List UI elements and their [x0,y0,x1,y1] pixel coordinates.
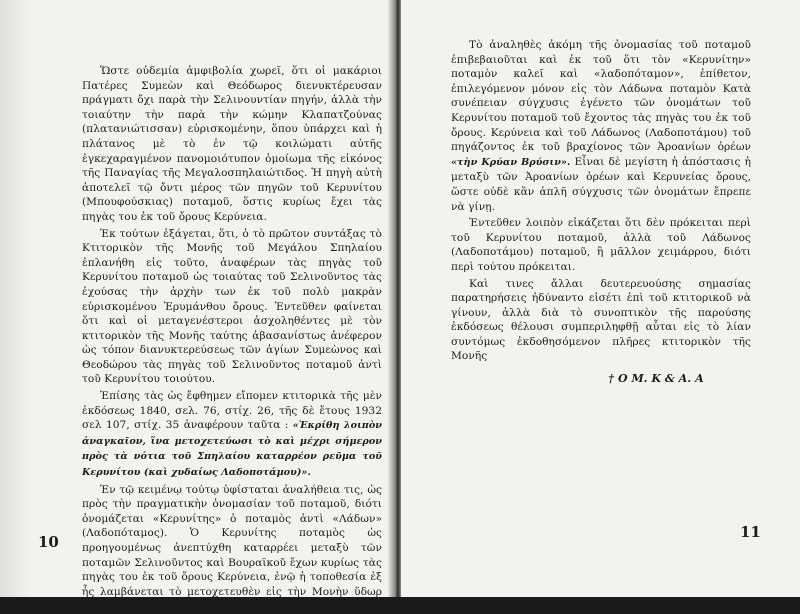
left-paragraph-3 [82,389,382,481]
page-edge-shadow [0,0,30,597]
right-paragraph-1-quote: «τὴν Κρύαν Βρύσιν». [451,156,571,168]
right-page-text [451,38,751,387]
left-paragraph-4: Ἐν τῷ κειμένῳ τούτῳ ὑφίσταται ἀναλήθεια τις, ὡς πρὸς τὴν πραγματικὴν ὀνομασίαν τοῦ ποταμοῦ, διότι ὀνομάζεται «Κερυνίτης» ὁ ποταμὸς ἀντὶ «Λάδων» (Λαδοπόταμος). Ὁ Κερυνίτης ποταμὸς ὡς προηγουμένως ἀνεπτύχθη καταρρέει μεταξὺ τῶν ποταμῶν Σελινοῦντος καὶ Βουραϊκοῦ ἔχων κυρίως τὰς πηγὰς του ἐκ τοῦ ὄρους Κερύνεια, ἐνῷ ἡ τοποθεσία ἐξ ἧς λαμβάνεται τὸ μετοχετευθὲν εἰς τὴν Μονὴν ὕδωρ κεῖται ὑπεράνω καὶ νοτίως ταύτης. [82,483,382,613]
page-number-left: 10 [38,533,59,551]
signature: † Ο Μ. Κ & Α. Α [608,372,704,386]
page-number-right: 11 [740,523,761,541]
left-page-text [82,64,382,614]
left-paragraph-3-quote: «Ἐκρίθη λοιπὸν ἀναγκαῖον, ἵνα μετοχετεύωσι τὸ καὶ μέχρι σήμερον πρὸς τὰ νότια τοῦ Σπηλαίου καταρρέον ρεῦμα τοῦ Κερυνίτου (καὶ χυδαίως Λαδοποτάμου)». [82,420,382,479]
left-page [0,0,396,613]
left-paragraph-3-text: Ἐπίσης τὰς ὡς ἔφθημεν εἴπομεν κτιτορικὰ τῆς μὲν ἐκδόσεως 1840, σελ. 76, στίχ. 26, τῆς δὲ ἔτους 1932 σελ 107, στίχ. 35 ἀναφέρουν ταῦτα : [82,390,382,432]
left-paragraph-1: Ὥστε οὐδεμία ἀμφιβολία χωρεῖ, ὅτι οἱ μακάριοι Πατέρες Συμεὼν καὶ Θεόδωρος διενυκτέρευσαν πράγματι ὄχι παρὰ τὴν Σελινουντίαν πηγήν, ἀλλὰ τὴν τοιαύτην τὴν παρὰ τὴν κώμην Κλαπατζούνας (πλατανιώτισσαν) εὑρισκομένην, ὅπου ὑπάρχει καὶ ἡ πλάτανος μὲ τὸ ἐν τῷ κοιλώματι αὐτῆς ἐγκεχαραγμένον πανομοιότυπον ὁμοίωμα τῆς εἰκόνος τῆς Παναγίας τῆς Μεγαλοσπηλαιώτιδος. Ἡ πηγὴ αὐτὴ ἀποτελεῖ τῷ ὄντι μέρος τῶν πηγῶν τοῦ Κερυνίτου (Μπουφούσκιας) ποταμοῦ, ὅστις κυρίως ἔχει τὰς πηγὰς του ἐκ τοῦ ὄρους Κερύνεια. [82,65,382,223]
left-paragraph-2: Ἐκ τούτων ἐξάγεται, ὅτι, ὁ τὸ πρῶτον συντάξας τὸ Κτιτορικὸν τῆς Μονῆς τοῦ Μεγάλου Σπηλαίου ἐπλανήθη εἰς τοῦτο, ἀναφέρων τὰς πηγὰς τοῦ Κερυνίτου ποταμοῦ ὡς τοιαύτας τοῦ Σελινοῦντος τὰς ἐχούσας τὴν ἀρχὴν των ἐκ τοῦ πολὺ μακρὰν εὑρισκομένου Ἐρυμάνθου ὄρους. Ἐντεῦθεν φαίνεται ὅτι καὶ οἱ μεταγενέστεροι ἀσχοληθέντες μὲ τὸν κτιτορικὸν τῆς Μονῆς ταύτης ἀβασανίστως ἀνέφερον ὡς τόπον διανυκτερεύσεως τῶν ἁγίων Συμεὼνος καὶ Θεοδώρου τὰς πηγὰς τοῦ Σελινοῦντος ποταμοῦ ἀντὶ τοῦ Κερυνίτου τοιούτου. [82,227,382,386]
right-paragraph-1 [451,38,751,214]
right-paragraph-3: Καὶ τινες ἄλλαι δευτερευούσης σημασίας παρατηρήσεις ἠδύναντο εἰσέτι ἐπὶ τοῦ κτιτορικοῦ νὰ γίνουν, ἀλλὰ διὰ τὸ συνοπτικὸν τῆς παρούσης ἐκδόσεως θέλουσι συμπεριληφθῇ αὗται εἰς τὸ λίαν συντόμως ἐκδοθησόμενον πλῆρες κτιτορικὸν τῆς Μονῆς [451,277,751,363]
right-paragraph-1-text: Τὸ ἀναληθὲς ἀκόμη τῆς ὀνομασίας τοῦ ποταμοῦ ἐπιβεβαιοῦται καὶ ἐκ τοῦ ὅτι τὸν «Κερυνίτην» ποταμὸν καλεῖ καὶ «λαδοπόταμον», ἐπίθετον, ἐπιλεγόμενον μόνον εἰς τὸν Λάδωνα ποταμὸν Κατὰ συνέπειαν σύγχυσις ἐγένετο τῶν ὀνομάτων τοῦ Κερυνίτου ποταμοῦ τοῦ ἔχοντος τὰς πηγὰς του ἐκ τοῦ ὄρους. Κερύνεια καὶ τοῦ Λάδωνος (Λαδοποτάμου) τοῦ πηγάζοντος ἐκ τοῦ βραχίονος τῶν Ἀροανίων ὀρέων [451,39,751,154]
right-page [401,0,800,597]
right-paragraph-1-tail: Εἶναι δὲ μεγίστη ἡ ἀπόστασις ἡ μεταξὺ τῶν Ἀροανίων ὀρέων καὶ Κερυνείας ὄρους, ὥστε οὐδὲ κἂν ἁπλῆ σύγχυσις τῶν ὀνομάτων ἔπρεπε νὰ γίνῃ. [451,155,751,213]
right-paragraph-2: Ἐντεῦθεν λοιπὸν εἰκάζεται ὅτι δὲν πρόκειται περὶ τοῦ Κερυνίτου ποταμοῦ, ἀλλὰ τοῦ Λάδωνος (Λαδοποτάμου) ποταμοῦ, ἢ μᾶλλον χειμάρρου, διότι περὶ τούτου πρόκειται. [451,217,751,273]
